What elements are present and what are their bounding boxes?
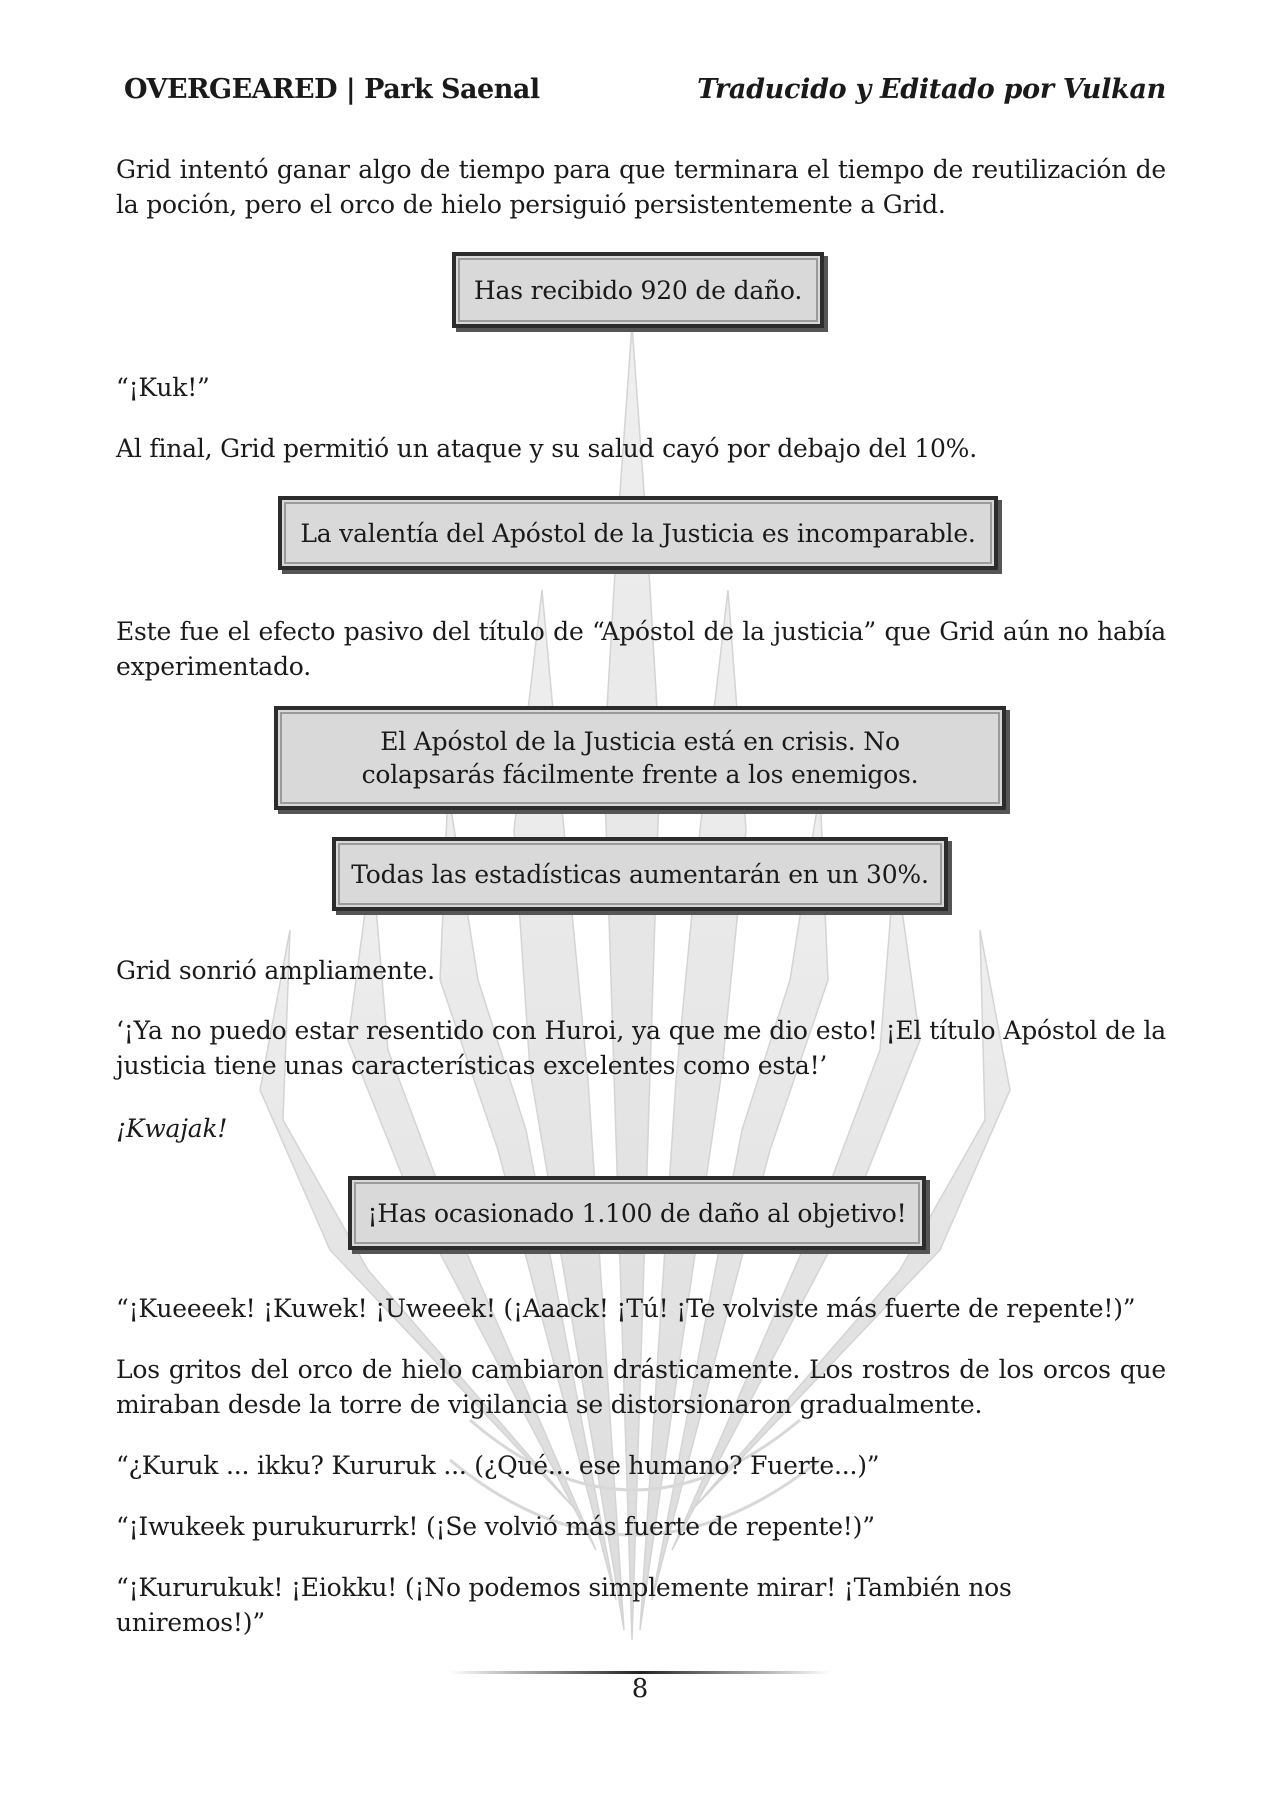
page-number: 8 [631, 1674, 649, 1704]
paragraph: Grid intentó ganar algo de tiempo para que terminara el tiempo de reutilización de la poción, pero el orco de hielo persiguió persistentemente a Grid. [116, 155, 1166, 219]
paragraph: “¡Kueeeek! ¡Kuwek! ¡Uweeek! (¡Aaack! ¡Tú! ¡Te volviste más fuerte de repente!)” [116, 1294, 1136, 1323]
system-notification-box: El Apóstol de la Justicia está en crisis. No colapsarás fácilmente frente a los enemigos. [274, 706, 1006, 810]
system-notification-box: ¡Has ocasionado 1.100 de daño al objetivo! [348, 1176, 926, 1250]
system-notification-box: La valentía del Apóstol de la Justicia es incomparable. [278, 496, 998, 570]
paragraph: ‘¡Ya no puedo estar resentido con Huroi, ya que me dio esto! ¡El título Apóstol de la justicia tiene unas características excelentes como esta!’ [116, 1016, 1166, 1080]
paragraph: Al final, Grid permitió un ataque y su salud cayó por debajo del 10%. [116, 434, 977, 463]
system-notification-box: Has recibido 920 de daño. [452, 252, 824, 328]
paragraph: ¡Kwajak! [116, 1114, 228, 1143]
header-book-title: OVERGEARED | Park Saenal [124, 74, 540, 105]
paragraph: “¡Kuk!” [116, 373, 210, 402]
paragraph: Los gritos del orco de hielo cambiaron drásticamente. Los rostros de los orcos que miraban desde la torre de vigilancia se distorsionaron gradualmente. [116, 1355, 1166, 1419]
paragraph: “¡Iwukeek purukururrk! (¡Se volvió más fuerte de repente!)” [116, 1512, 875, 1541]
system-notification-box: Todas las estadísticas aumentarán en un 30%. [332, 837, 948, 911]
header-translator-credit: Traducido y Editado por Vulkan [697, 74, 1166, 105]
paragraph: “¡Kururukuk! ¡Eiokku! (¡No podemos simplemente mirar! ¡También nos uniremos!)” [116, 1573, 1012, 1637]
paragraph: Grid sonrió ampliamente. [116, 956, 435, 985]
page-header [124, 74, 1166, 114]
paragraph: Este fue el efecto pasivo del título de “Apóstol de la justicia” que Grid aún no había experimentado. [116, 617, 1166, 681]
paragraph: “¿Kuruk ... ikku? Kururuk ... (¿Qué... ese humano? Fuerte...)” [116, 1451, 880, 1480]
